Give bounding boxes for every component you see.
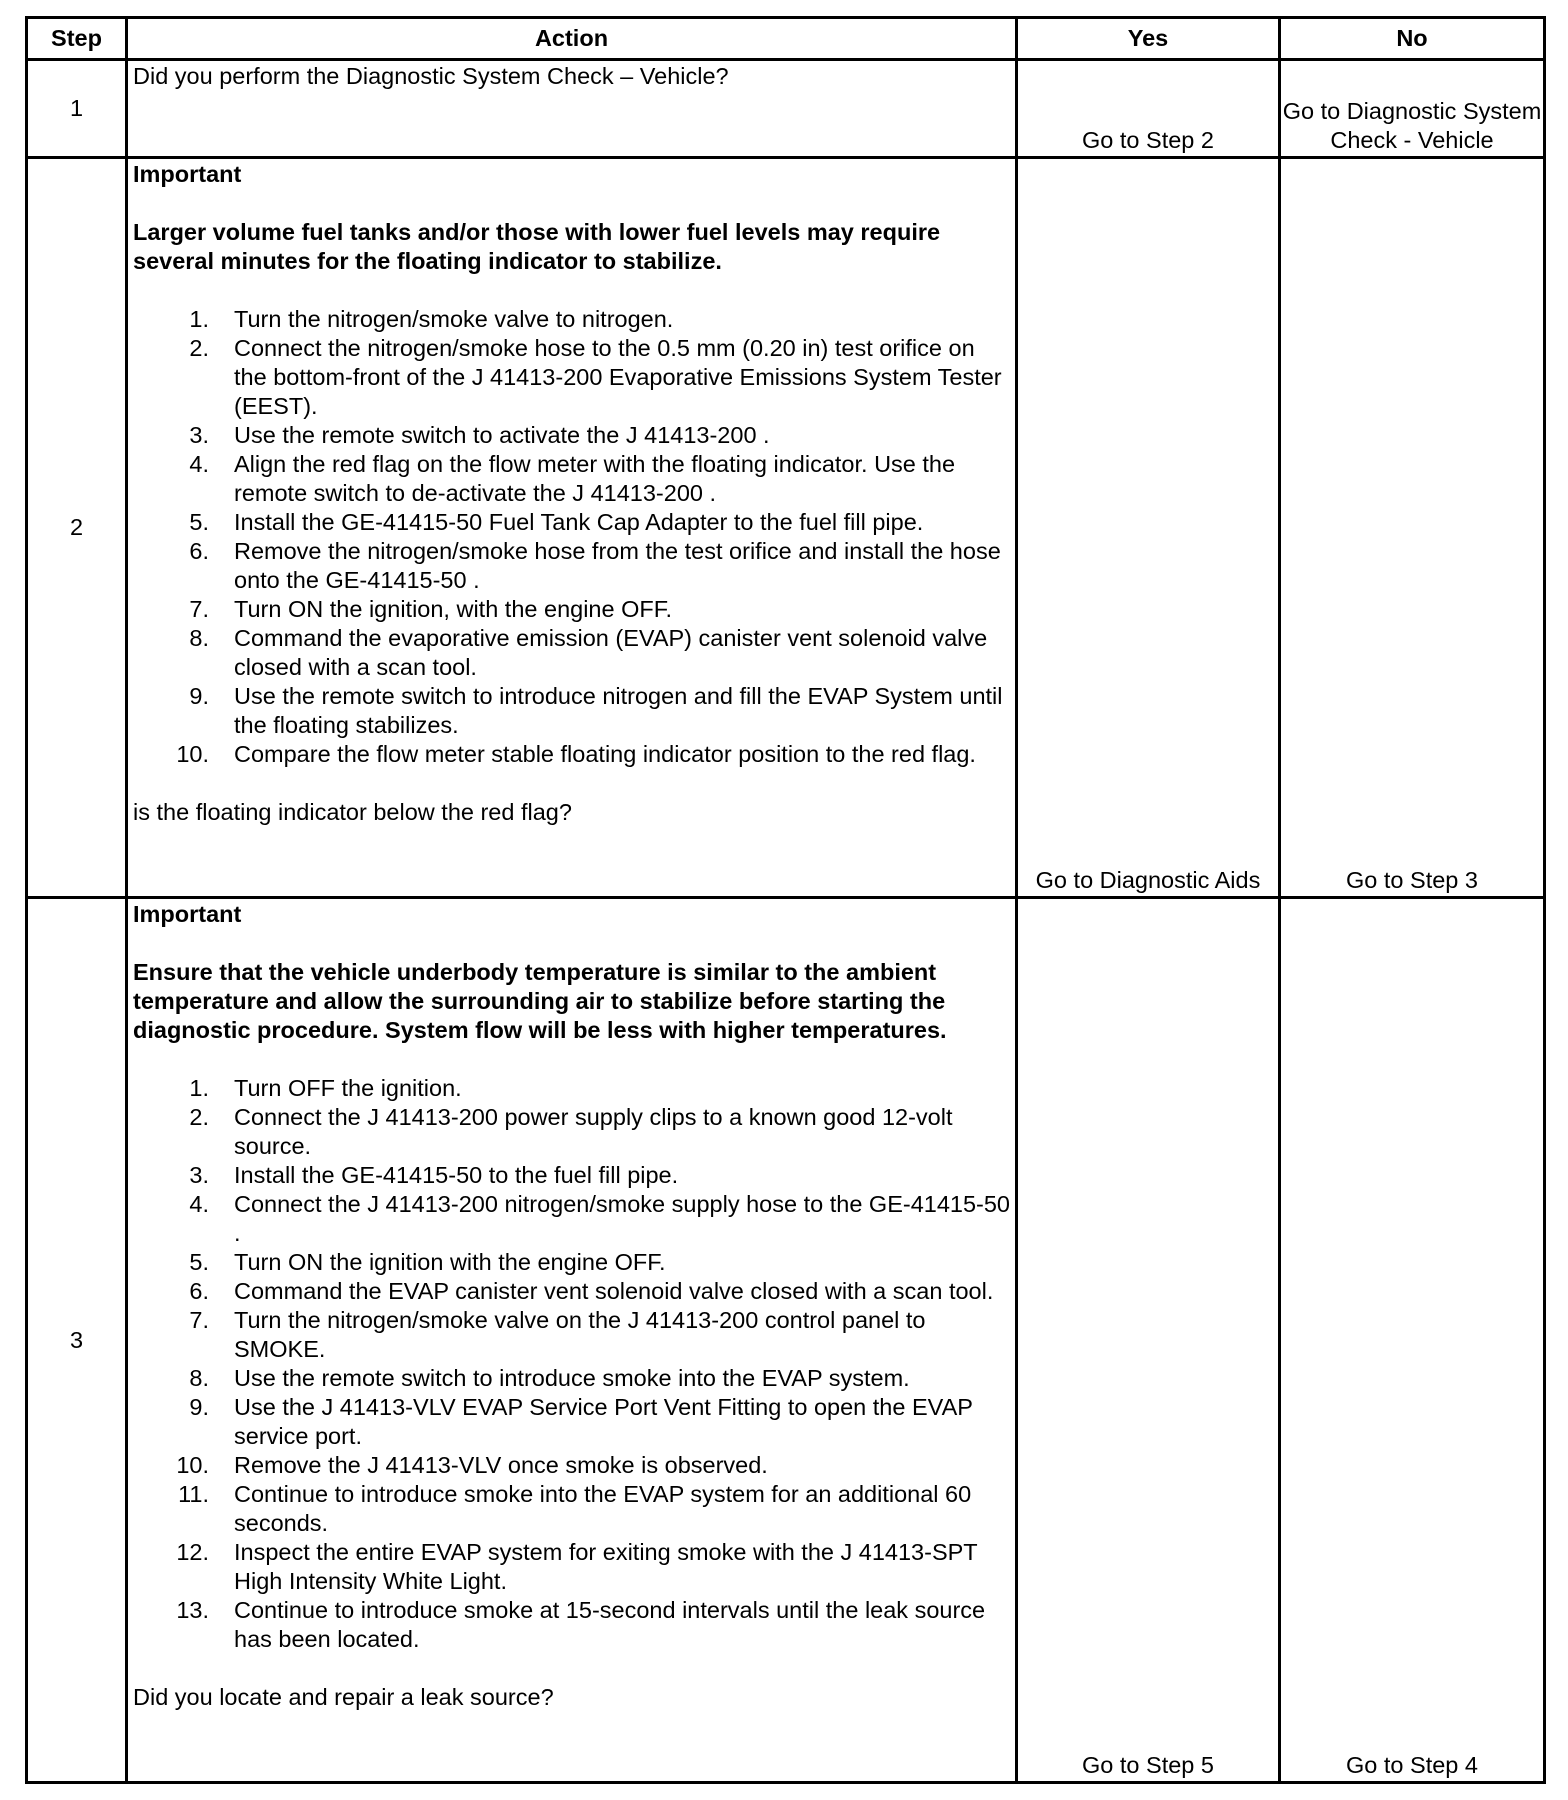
list-item: 5. Install the GE-41415-50 Fuel Tank Cap Adapter to the fuel fill pipe. bbox=[189, 509, 924, 535]
action-question: is the floating indicator below the red flag? bbox=[133, 799, 572, 825]
header-action: Action bbox=[127, 18, 1017, 60]
no-cell: Go to Diagnostic System Check - Vehicle bbox=[1280, 60, 1545, 158]
important-text: Ensure that the vehicle underbody temperature is similar to the ambient temperature and allow the surrounding air to stabilize before starting the diagnostic procedure. System flow will be less with higher temperatures. bbox=[133, 959, 947, 1043]
action-cell bbox=[127, 898, 1017, 1783]
list-item: 3. Install the GE-41415-50 to the fuel fill pipe. bbox=[189, 1162, 679, 1188]
no-cell: Go to Step 3 bbox=[1280, 158, 1545, 898]
header-row bbox=[27, 18, 1545, 60]
important-text: Larger volume fuel tanks and/or those with lower fuel levels may require several minutes for the floating indicator to stabilize. bbox=[133, 219, 941, 274]
list-item: 7. Turn the nitrogen/smoke valve on the J 41413-200 control panel to SMOKE. bbox=[189, 1307, 926, 1362]
list-item: 10. Compare the flow meter stable floating indicator position to the red flag. bbox=[176, 741, 976, 767]
no-cell: Go to Step 4 bbox=[1280, 898, 1545, 1783]
list-item: 6. Command the EVAP canister vent solenoid valve closed with a scan tool. bbox=[189, 1278, 994, 1304]
list-item: 8. Command the evaporative emission (EVAP) canister vent solenoid valve closed with a scan tool. bbox=[189, 625, 988, 680]
list-item: 9. Use the remote switch to introduce nitrogen and fill the EVAP System until the floating stabilizes. bbox=[189, 683, 1003, 738]
list-item: 7. Turn ON the ignition, with the engine OFF. bbox=[189, 596, 673, 622]
procedure-list bbox=[133, 1074, 1011, 1654]
list-item: 5. Turn ON the ignition with the engine OFF. bbox=[189, 1249, 666, 1275]
step-number: 3 bbox=[27, 898, 127, 1783]
list-item: 11. Continue to introduce smoke into the EVAP system for an additional 60 seconds. bbox=[178, 1481, 972, 1536]
important-label: Important bbox=[133, 901, 242, 927]
header-no: No bbox=[1280, 18, 1545, 60]
list-item: 10. Remove the J 41413-VLV once smoke is observed. bbox=[176, 1452, 768, 1478]
header-step: Step bbox=[27, 18, 127, 60]
action-cell bbox=[127, 60, 1017, 158]
list-item: 1. Turn OFF the ignition. bbox=[189, 1075, 462, 1101]
list-item: 9. Use the J 41413-VLV EVAP Service Port Vent Fitting to open the EVAP service port. bbox=[189, 1394, 973, 1449]
list-item: 2. Connect the nitrogen/smoke hose to the 0.5 mm (0.20 in) test orifice on the bottom-front of the J 41413-200 Evaporative Emissions System Tester (EEST). bbox=[189, 335, 1002, 419]
list-item: 4. Align the red flag on the flow meter with the floating indicator. Use the remote switch to de-activate the J 41413-200 . bbox=[189, 451, 956, 506]
action-question: Did you locate and repair a leak source? bbox=[133, 1684, 554, 1710]
list-item: 3. Use the remote switch to activate the J 41413-200 . bbox=[189, 422, 770, 448]
yes-cell: Go to Step 5 bbox=[1017, 898, 1280, 1783]
action-question: Did you perform the Diagnostic System Check – Vehicle? bbox=[133, 63, 729, 89]
list-item: 13. Continue to introduce smoke at 15-second intervals until the leak source has been located. bbox=[176, 1597, 986, 1652]
table-row-step-3 bbox=[27, 898, 1545, 1783]
diagnostic-table bbox=[25, 16, 1546, 1784]
list-item: 4. Connect the J 41413-200 nitrogen/smoke supply hose to the GE-41415-50 . bbox=[189, 1191, 1011, 1246]
important-label: Important bbox=[133, 161, 242, 187]
yes-cell: Go to Diagnostic Aids bbox=[1017, 158, 1280, 898]
list-item: 2. Connect the J 41413-200 power supply clips to a known good 12-volt source. bbox=[189, 1104, 953, 1159]
list-item: 1. Turn the nitrogen/smoke valve to nitrogen. bbox=[189, 306, 674, 332]
table-row-step-1 bbox=[27, 60, 1545, 158]
list-item: 12. Inspect the entire EVAP system for exiting smoke with the J 41413-SPT High Intensity White Light. bbox=[176, 1539, 978, 1594]
action-cell bbox=[127, 158, 1017, 898]
list-item: 8. Use the remote switch to introduce smoke into the EVAP system. bbox=[189, 1365, 910, 1391]
yes-cell: Go to Step 2 bbox=[1017, 60, 1280, 158]
table-row-step-2 bbox=[27, 158, 1545, 898]
list-item: 6. Remove the nitrogen/smoke hose from the test orifice and install the hose onto the GE-41415-50 . bbox=[189, 538, 1001, 593]
step-number: 2 bbox=[27, 158, 127, 898]
procedure-list bbox=[133, 305, 1011, 769]
header-yes: Yes bbox=[1017, 18, 1280, 60]
step-number: 1 bbox=[27, 60, 127, 158]
